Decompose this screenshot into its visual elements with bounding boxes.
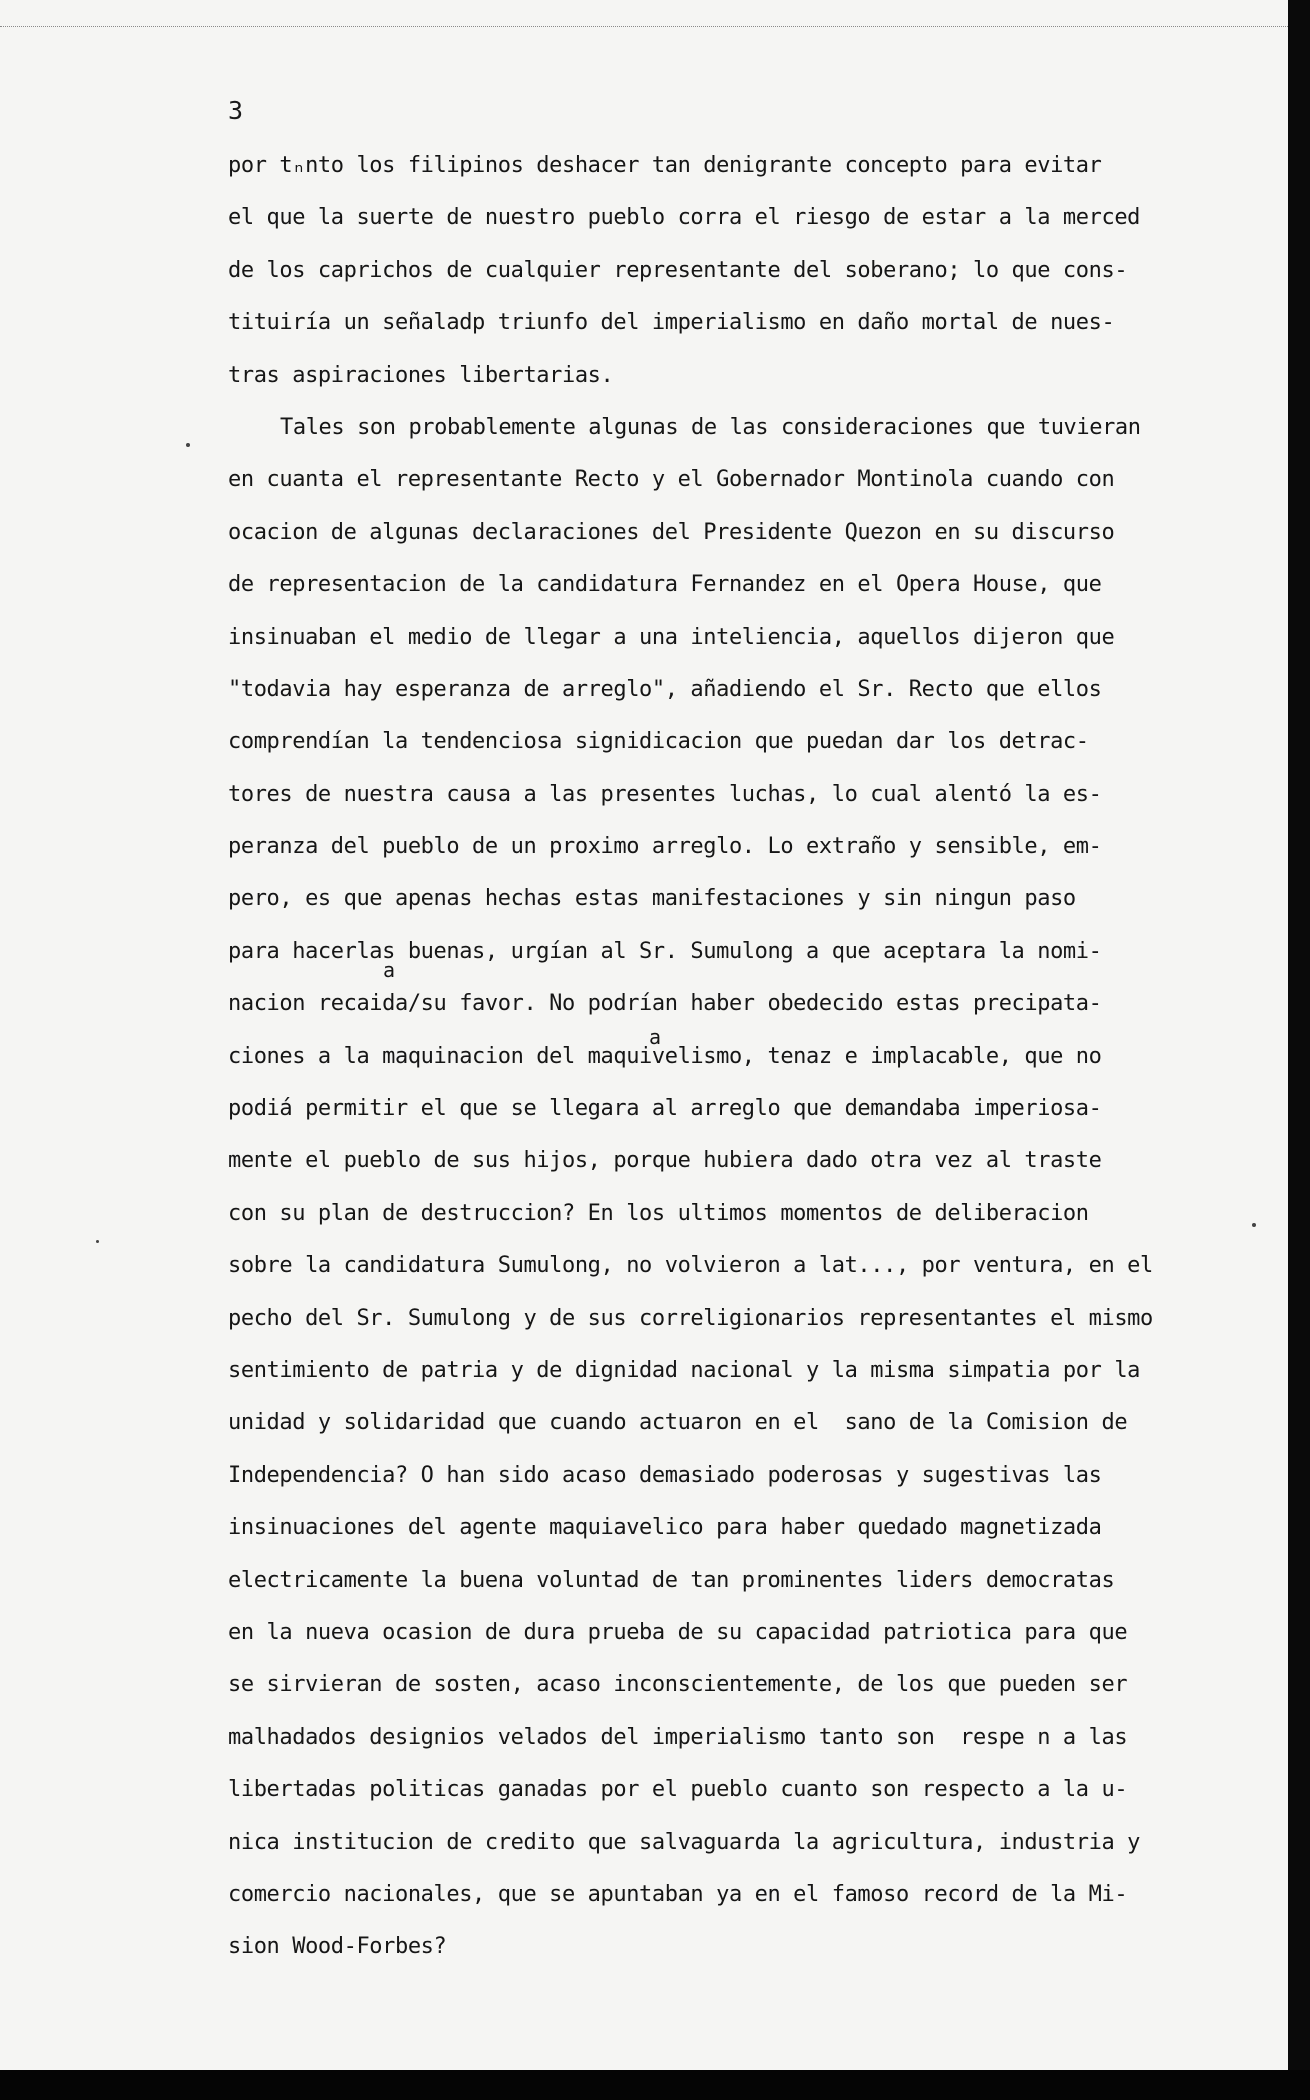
text-line: con su plan de destruccion? En los ultimos momentos de deliberacion [228,1200,1089,1226]
text-line: libertadas politicas ganadas por el pueblo cuanto son respecto a la u- [228,1777,1128,1803]
text-line: insinuaban el medio de llegar a una inteliencia, aquellos dijeron que [228,624,1115,650]
text-line: mente el pueblo de sus hijos, porque hubiera dado otra vez al traste [228,1148,1102,1174]
text-line: comprendían la tendenciosa signidicacion que puedan dar los detrac- [228,729,1089,755]
text-line: para hacerlas buenas, urgían al Sr. Sumulong a que aceptara la nomi- [228,938,1102,964]
text-line: pecho del Sr. Sumulong y de sus correligionarios representantes el mismo [228,1305,1153,1331]
text-line: en cuanta el representante Recto y el Gobernador Montinola cuando con [228,467,1115,493]
interlinear-insertion: a [383,958,396,982]
text-line: insinuaciones del agente maquiavelico para haber quedado magnetizada [228,1515,1102,1541]
text-line: nacion recaida/su favor. No podrían haber obedecido estas precipata- [228,991,1102,1017]
interlinear-insertion: a [649,1025,662,1049]
text-line: ciones a la maquinacion del maquivelismo, tenaz e implacable, que no [228,1043,1102,1069]
text-line: tituiría un señaladp triunfo del imperialismo en daño mortal de nues- [228,310,1115,336]
text-line: de los caprichos de cualquier representante del soberano; lo que cons- [228,257,1128,283]
top-edge-rule [0,26,1288,27]
text-line: electricamente la buena voluntad de tan prominentes liders democratas [228,1567,1115,1593]
text-line: Tales son probablemente algunas de las consideraciones que tuvieran [280,414,1141,440]
scan-speck [96,1240,99,1243]
text-line: de representacion de la candidatura Fernandez en el Opera House, que [228,572,1102,598]
text-line: en la nueva ocasion de dura prueba de su capacidad patriotica para que [228,1619,1128,1645]
text-line: ocacion de algunas declaraciones del Presidente Quezon en su discurso [228,519,1115,545]
text-line: se sirvieran de sosten, acaso inconscientemente, de los que pueden ser [228,1672,1128,1698]
text-line: por tₙnto los filipinos deshacer tan denigrante concepto para evitar [228,153,1102,178]
text-line: el que la suerte de nuestro pueblo corra el riesgo de estar a la merced [228,205,1141,231]
text-line: "todavia hay esperanza de arreglo", añadiendo el Sr. Recto que ellos [228,676,1102,702]
text-line: unidad y solidaridad que cuando actuaron en el sano de la Comision de [228,1410,1128,1436]
paragraph-2 [228,402,1188,1974]
text-line: Independencia? O han sido acaso demasiado poderosas y sugestivas las [228,1462,1102,1488]
text-line: sobre la candidatura Sumulong, no volvieron a lat..., por ventura, en el [228,1253,1153,1279]
text-line: tores de nuestra causa a las presentes luchas, lo cual alentó la es- [228,781,1102,807]
scan-speck [186,443,190,447]
text-line: peranza del pueblo de un proximo arreglo. Lo extraño y sensible, em- [228,834,1102,860]
text-line: malhadados designios velados del imperialismo tanto son respe n a las [228,1724,1128,1750]
text-line: sentimiento de patria y de dignidad nacional y la misma simpatia por la [228,1357,1141,1383]
scan-border-bottom [0,2070,1310,2100]
text-line: sion Wood-Forbes? [228,1934,447,1960]
paragraph-1 [228,140,1188,402]
text-line: comercio nacionales, que se apuntaban ya en el famoso record de la Mi- [228,1881,1128,1907]
text-line: tras aspiraciones libertarias. [228,362,614,388]
text-line: podiá permitir el que se llegara al arreglo que demandaba imperiosa- [228,1096,1102,1122]
page-number: 3 [228,96,244,125]
text-line: nica institucion de credito que salvaguarda la agricultura, industria y [228,1829,1141,1855]
scan-border-right [1288,0,1310,2100]
typed-body-text [228,140,1188,1974]
scan-speck [1252,1223,1256,1227]
text-line: pero, es que apenas hechas estas manifestaciones y sin ningun paso [228,886,1076,912]
